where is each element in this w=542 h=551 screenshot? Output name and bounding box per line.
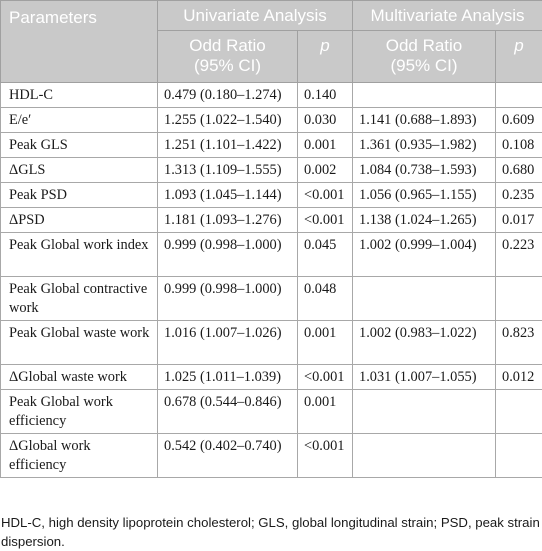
multi-p-cell: 0.012 [496, 365, 542, 390]
multi-or-cell: 1.138 (1.024–1.265) [353, 208, 496, 233]
table-row [1, 365, 542, 390]
table-row [1, 277, 542, 321]
table-row [1, 158, 542, 183]
table-row [1, 321, 542, 365]
multi-p-cell: 0.235 [496, 183, 542, 208]
param-cell: Peak GLS [1, 133, 158, 158]
param-cell: Peak Global contractive work [1, 277, 158, 321]
table-row [1, 390, 542, 434]
param-cell: ΔGlobal work efficiency [1, 434, 158, 478]
multi-or-cell: 1.002 (0.999–1.004) [353, 233, 496, 277]
odd-ratio-label: Odd Ratio [385, 36, 463, 55]
multi-p-cell [496, 434, 542, 478]
uni-or-cell: 1.025 (1.011–1.039) [158, 365, 298, 390]
param-cell: Peak PSD [1, 183, 158, 208]
param-cell: HDL-C [1, 83, 158, 108]
multi-p-cell: 0.108 [496, 133, 542, 158]
multi-p-cell: 0.609 [496, 108, 542, 133]
multi-or-cell: 1.141 (0.688–1.893) [353, 108, 496, 133]
param-cell: ΔGlobal waste work [1, 365, 158, 390]
uni-or-cell: 1.016 (1.007–1.026) [158, 321, 298, 365]
multi-or-cell: 1.031 (1.007–1.055) [353, 365, 496, 390]
uni-p-cell: 0.002 [298, 158, 353, 183]
ci-label: (95% CI) [193, 56, 262, 75]
multi-or-cell: 1.084 (0.738–1.593) [353, 158, 496, 183]
param-cell: E/e′ [1, 108, 158, 133]
multi-or-cell [353, 277, 496, 321]
multi-or-cell [353, 390, 496, 434]
uni-p-cell: 0.048 [298, 277, 353, 321]
header-row-groups [1, 1, 542, 31]
uni-or-cell: 0.479 (0.180–1.274) [158, 83, 298, 108]
multi-p-cell: 0.680 [496, 158, 542, 183]
param-cell: Peak Global work index [1, 233, 158, 277]
header-univariate: Univariate Analysis [158, 1, 353, 31]
multi-or-cell: 1.002 (0.983–1.022) [353, 321, 496, 365]
uni-p-cell: <0.001 [298, 208, 353, 233]
multi-or-cell: 1.056 (0.965–1.155) [353, 183, 496, 208]
uni-p-cell: 0.030 [298, 108, 353, 133]
uni-or-cell: 0.999 (0.998–1.000) [158, 277, 298, 321]
multi-p-cell [496, 390, 542, 434]
header-parameters: Parameters [1, 1, 158, 83]
header-multi-odd-ratio [353, 31, 496, 83]
uni-or-cell: 0.678 (0.544–0.846) [158, 390, 298, 434]
param-cell: ΔGLS [1, 158, 158, 183]
uni-p-cell: 0.001 [298, 390, 353, 434]
header-multivariate: Multivariate Analysis [353, 1, 542, 31]
uni-or-cell: 1.181 (1.093–1.276) [158, 208, 298, 233]
multi-or-cell [353, 83, 496, 108]
odd-ratio-label: Odd Ratio [189, 36, 266, 55]
table-row [1, 83, 542, 108]
table-row [1, 133, 542, 158]
uni-or-cell: 1.093 (1.045–1.144) [158, 183, 298, 208]
multi-p-cell: 0.017 [496, 208, 542, 233]
param-cell: Peak Global waste work [1, 321, 158, 365]
uni-p-cell: 0.001 [298, 133, 353, 158]
multi-p-cell: 0.823 [496, 321, 542, 365]
uni-p-cell: 0.140 [298, 83, 353, 108]
header-uni-odd-ratio [158, 31, 298, 83]
multi-p-cell: 0.223 [496, 233, 542, 277]
param-cell: Peak Global work efficiency [1, 390, 158, 434]
ci-label: (95% CI) [390, 56, 458, 75]
uni-or-cell: 1.313 (1.109–1.555) [158, 158, 298, 183]
param-cell: ΔPSD [1, 208, 158, 233]
uni-p-cell: 0.045 [298, 233, 353, 277]
multi-or-cell [353, 434, 496, 478]
header-multi-p: p [496, 31, 542, 83]
table-row [1, 183, 542, 208]
header-uni-p: p [298, 31, 353, 83]
table-row [1, 108, 542, 133]
multi-p-cell [496, 83, 542, 108]
table-row [1, 233, 542, 277]
uni-or-cell: 1.255 (1.022–1.540) [158, 108, 298, 133]
multi-or-cell: 1.361 (0.935–1.982) [353, 133, 496, 158]
uni-p-cell: <0.001 [298, 365, 353, 390]
table-footnote: HDL-C, high density lipoprotein cholesterol; GLS, global longitudinal strain; PSD, peak strain dispersion. [1, 515, 540, 549]
uni-p-cell: 0.001 [298, 321, 353, 365]
table-row [1, 434, 542, 478]
uni-or-cell: 0.999 (0.998–1.000) [158, 233, 298, 277]
uni-p-cell: <0.001 [298, 434, 353, 478]
uni-or-cell: 0.542 (0.402–0.740) [158, 434, 298, 478]
uni-or-cell: 1.251 (1.101–1.422) [158, 133, 298, 158]
table-row [1, 208, 542, 233]
uni-p-cell: <0.001 [298, 183, 353, 208]
multi-p-cell [496, 277, 542, 321]
